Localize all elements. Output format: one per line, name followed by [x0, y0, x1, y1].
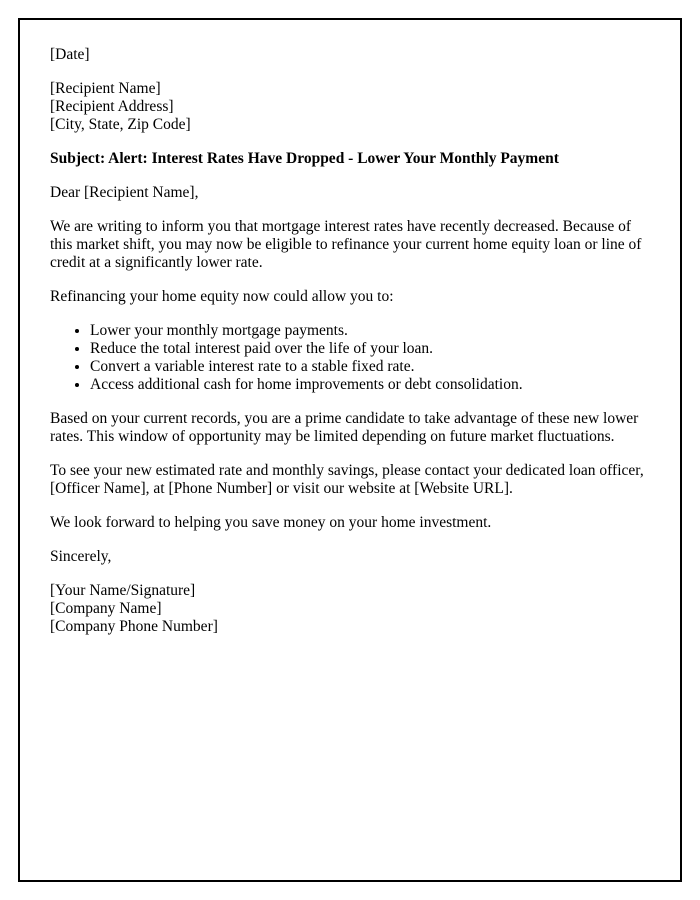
benefit-item: • Convert a variable interest rate to a stable fixed rate. [90, 358, 650, 376]
paragraph-intro: We are writing to inform you that mortgage interest rates have recently decreased. Because of this market shift, you may now be eligible to refinance your current home equity loan or line of credit at a significantly lower rate. [50, 218, 642, 271]
benefit-item: • Reduce the total interest paid over the life of your loan. [90, 340, 650, 358]
signature-name: [Your Name/Signature] [50, 582, 196, 599]
paragraph-candidate: Based on your current records, you are a prime candidate to take advantage of these new lower rates. This window of opportunity may be limited depending on future market fluctuations. [50, 410, 639, 445]
benefit-item: • Lower your monthly mortgage payments. [90, 322, 650, 340]
paragraph-closing: We look forward to helping you save money on your home investment. [50, 514, 492, 531]
benefits-list [50, 322, 650, 394]
paragraph-contact: To see your new estimated rate and monthly savings, please contact your dedicated loan officer, [Officer Name], at [Phone Number] or visit our website at [Website URL]. [50, 462, 644, 497]
letter-body [50, 46, 650, 636]
valediction: Sincerely, [50, 548, 112, 565]
recipient-block [50, 80, 650, 134]
signature-company: [Company Name] [50, 600, 162, 617]
signature-block [50, 582, 650, 636]
recipient-address: [Recipient Address] [50, 98, 174, 115]
recipient-name: [Recipient Name] [50, 80, 161, 97]
date-placeholder: [Date] [50, 46, 90, 63]
salutation: Dear [Recipient Name], [50, 184, 199, 201]
signature-phone: [Company Phone Number] [50, 618, 218, 635]
recipient-city-state-zip: [City, State, Zip Code] [50, 116, 191, 133]
letter-page [18, 18, 682, 882]
benefit-item: • Access additional cash for home improvements or debt consolidation. [90, 376, 650, 394]
benefits-lead: Refinancing your home equity now could allow you to: [50, 288, 394, 305]
subject-line: Subject: Alert: Interest Rates Have Dropped - Lower Your Monthly Payment [50, 150, 559, 167]
